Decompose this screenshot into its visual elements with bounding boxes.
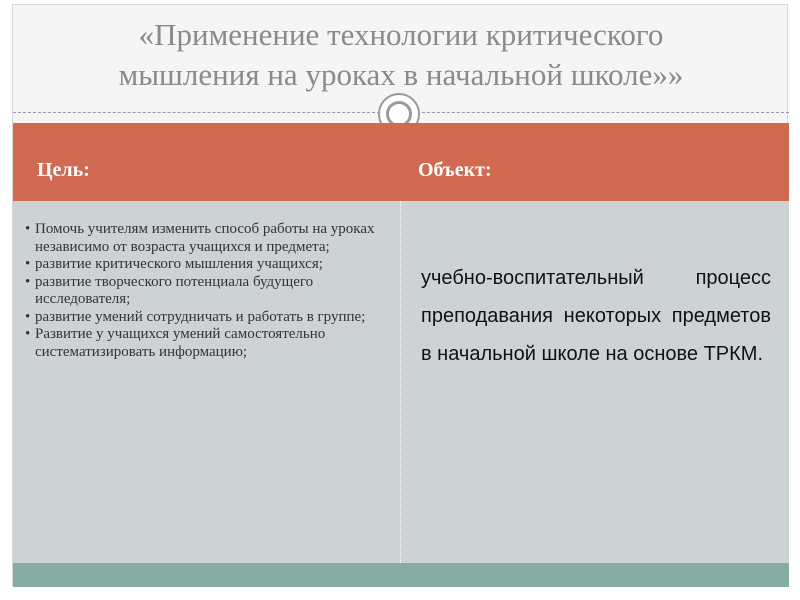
title-line-1: «Применение технологии критического	[138, 17, 664, 52]
list-item: • развитие творческого потенциала будущего исследователя;	[25, 274, 375, 309]
goals-list	[25, 221, 375, 361]
title-line-2: мышления на уроках в начальной школе»»	[118, 57, 684, 92]
list-item: • развитие критического мышления учащихся;	[25, 256, 375, 274]
table-header-row	[13, 123, 789, 201]
list-item: • развитие умений сотрудничать и работать в группе;	[25, 309, 375, 327]
object-text: учебно-воспитательный процесс преподавания некоторых предметов в начальной школе на основе ТРКМ.	[421, 267, 771, 365]
column-divider	[400, 201, 401, 563]
header-object: Объект:	[418, 159, 492, 181]
slide	[12, 4, 788, 586]
list-item: • Развитие у учащихся умений самостоятельно систематизировать информацию;	[25, 326, 375, 361]
list-item: • Помочь учителям изменить способ работы на уроках независимо от возраста учащихся и предмета;	[25, 221, 375, 256]
table-body-row	[13, 201, 789, 563]
header-goal: Цель:	[37, 159, 90, 181]
footer-bar	[13, 563, 789, 587]
